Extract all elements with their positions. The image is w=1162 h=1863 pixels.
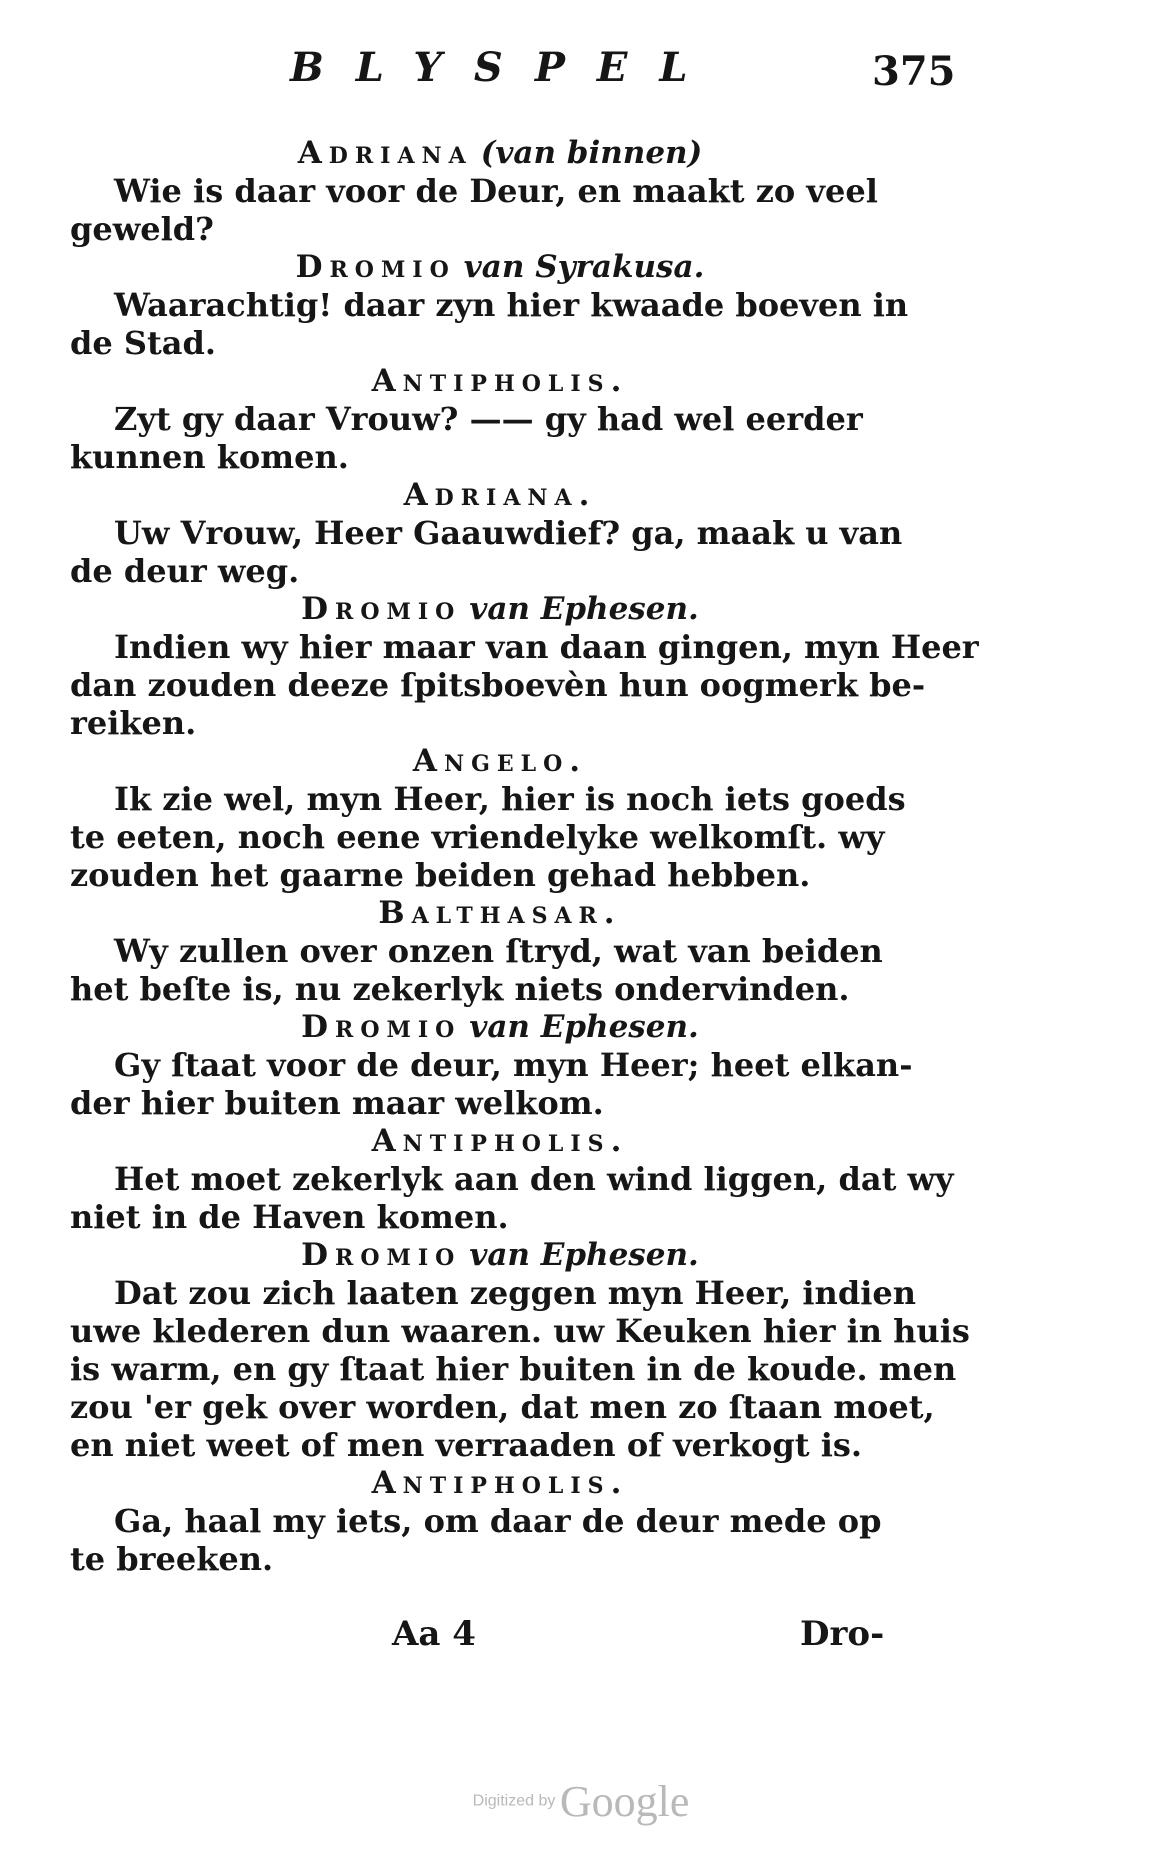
speech-line: Waarachtig! daar zyn hier kwaade boeven in	[114, 286, 909, 324]
speech-line: Indien wy hier maar van daan gingen, myn Heer	[114, 628, 979, 666]
speaker-name: Dromio	[301, 1009, 462, 1045]
speaker-heading	[70, 894, 930, 932]
speaker-heading	[70, 1236, 930, 1274]
speaker-name: Balthasar.	[378, 895, 622, 931]
speech-line: niet in de Haven komen.	[70, 1198, 509, 1236]
speaker-qualifier: van Syrakusa.	[463, 249, 705, 285]
speech	[70, 780, 930, 894]
speech-line: dan zouden deeze ſpitsboevèn hun oogmerk be-	[70, 666, 926, 704]
speaker-name: Adriana	[297, 135, 473, 171]
catchword: Dro-	[800, 1614, 885, 1654]
speaker-qualifier: (van binnen)	[480, 135, 703, 171]
speech-line: is warm, en gy ſtaat hier buiten in de koude. men	[70, 1350, 957, 1388]
speech-line: kunnen komen.	[70, 438, 349, 476]
speaker-name: Antipholis.	[371, 1123, 629, 1159]
speaker-heading	[70, 476, 930, 514]
speech-line: Ga, haal my iets, om daar de deur mede op	[114, 1502, 882, 1540]
speaker-heading	[70, 1122, 930, 1160]
speech-line: en niet weet of men verraaden of verkogt is.	[70, 1426, 862, 1464]
speaker-heading	[70, 362, 930, 400]
speech-line: de Stad.	[70, 324, 217, 362]
speech-line: Ik zie wel, myn Heer, hier is noch iets goeds	[114, 780, 906, 818]
speech	[70, 286, 930, 362]
speech	[70, 628, 979, 742]
play-text	[70, 134, 979, 1578]
speech	[70, 1160, 954, 1236]
speaker-qualifier: van Ephesen.	[469, 1237, 699, 1273]
speaker-name: Antipholis.	[371, 1465, 629, 1501]
speech-line: geweld?	[70, 210, 214, 248]
speaker-name: Dromio	[295, 249, 456, 285]
speech-line: Het moet zekerlyk aan den wind liggen, dat wy	[114, 1160, 954, 1198]
speaker-heading	[70, 1008, 930, 1046]
speech-line: uwe klederen dun waaren. uw Keuken hier in huis	[70, 1312, 970, 1350]
speech-line: reiken.	[70, 704, 197, 742]
speech-line: Gy ſtaat voor de deur, myn Heer; heet elkan-	[114, 1046, 913, 1084]
speaker-heading	[70, 134, 930, 172]
speaker-name: Dromio	[301, 591, 462, 627]
speaker-name: Adriana.	[403, 477, 597, 513]
signature-mark: Aa 4	[392, 1614, 476, 1654]
speech	[70, 1502, 930, 1578]
speech-line: zouden het gaarne beiden gehad hebben.	[70, 856, 811, 894]
speaker-qualifier: van Ephesen.	[469, 591, 699, 627]
running-head	[0, 44, 1162, 104]
speech-line: Dat zou zich laaten zeggen myn Heer, indien	[114, 1274, 916, 1312]
speech-line: Uw Vrouw, Heer Gaauwdief? ga, maak u van	[114, 514, 903, 552]
speech-line: te eeten, noch eene vriendelyke welkomſt. wy	[70, 818, 885, 856]
speaker-name: Antipholis.	[371, 363, 629, 399]
speaker-heading	[70, 248, 930, 286]
speech-line: de deur weg.	[70, 552, 300, 590]
speech	[70, 1274, 970, 1464]
watermark-prefix: Digitized by	[472, 1792, 556, 1810]
speaker-name: Angelo.	[412, 743, 588, 779]
speech-line: Wie is daar voor de Deur, en maakt zo veel	[114, 172, 878, 210]
digitized-watermark	[0, 1776, 1162, 1827]
page-number: 375	[872, 48, 956, 95]
speaker-name: Dromio	[301, 1237, 462, 1273]
page-footer	[0, 1614, 1162, 1664]
speech-line: Zyt gy daar Vrouw? —— gy had wel eerder	[114, 400, 863, 438]
speech	[70, 514, 930, 590]
speech-line: zou 'er gek over worden, dat men zo ſtaan moet,	[70, 1388, 935, 1426]
speech-line: te breeken.	[70, 1540, 274, 1578]
running-title: BLYSPEL	[290, 44, 720, 91]
watermark-brand: Google	[559, 1777, 690, 1826]
speech-line: der hier buiten maar welkom.	[70, 1084, 604, 1122]
speech	[70, 172, 930, 248]
speech-line: het beſte is, nu zekerlyk niets ondervinden.	[70, 970, 850, 1008]
speech-line: Wy zullen over onzen ſtryd, wat van beiden	[114, 932, 883, 970]
speaker-heading	[70, 1464, 930, 1502]
speaker-qualifier: van Ephesen.	[469, 1009, 699, 1045]
speech	[70, 1046, 930, 1122]
speech	[70, 932, 930, 1008]
speech	[70, 400, 930, 476]
speaker-heading	[70, 590, 930, 628]
speaker-heading	[70, 742, 930, 780]
